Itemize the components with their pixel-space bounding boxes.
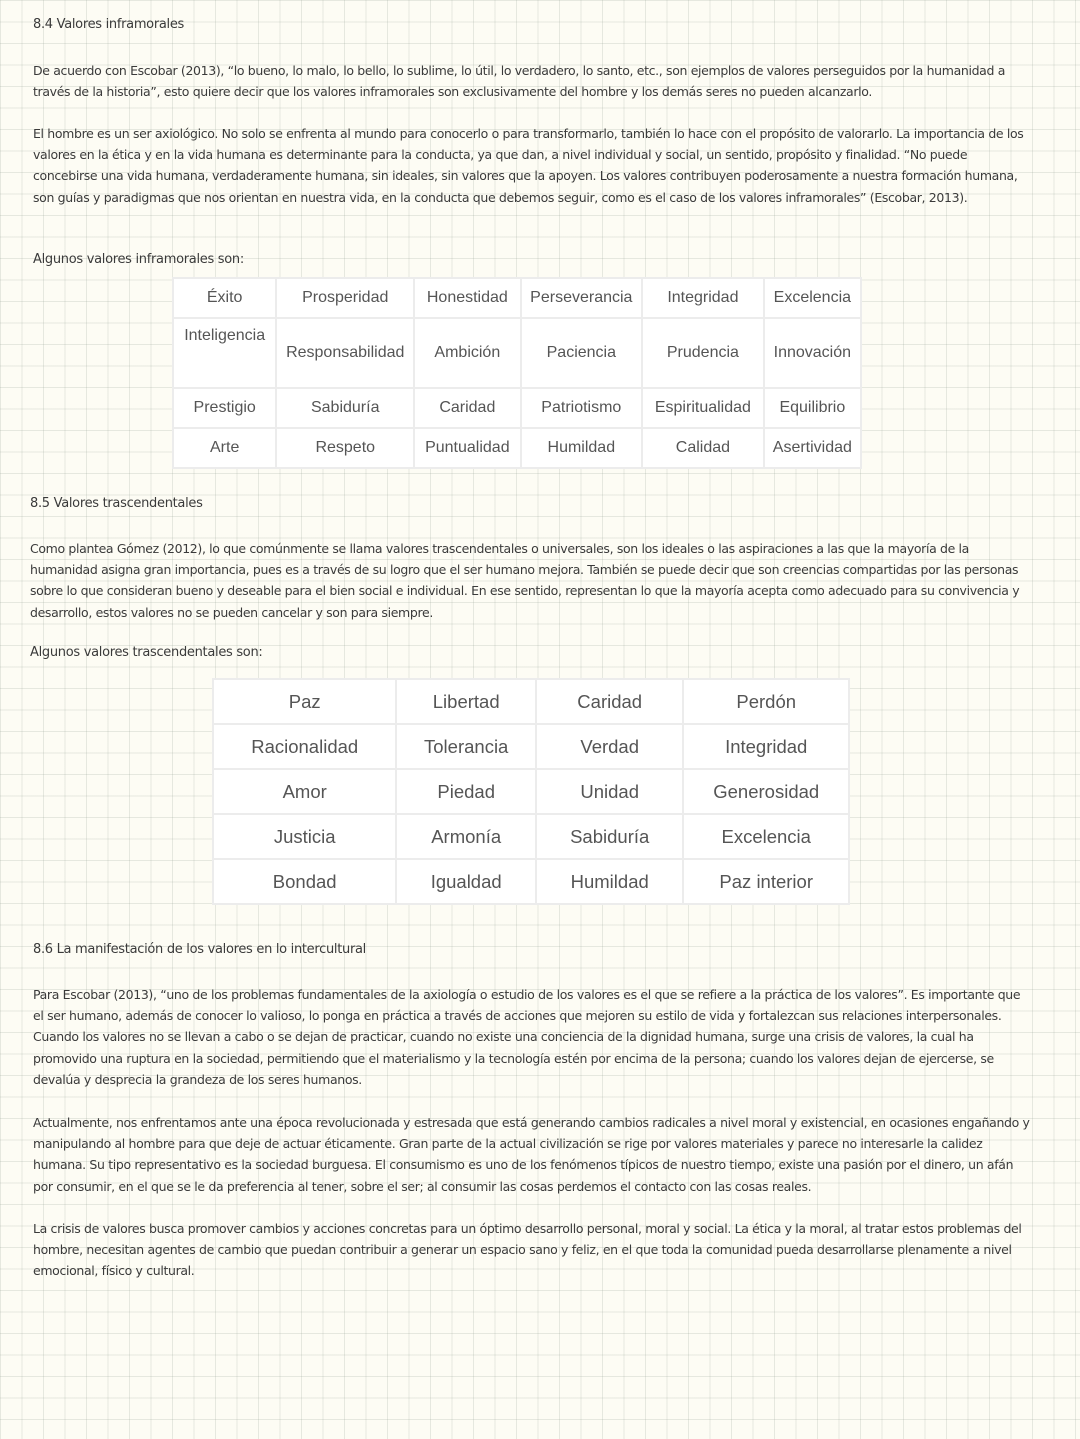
table-cell: Igualdad [396,859,536,904]
table-cell: Humildad [521,428,643,468]
section-heading-8-6: 8.6 La manifestación de los valores en lo intercultural [33,942,366,957]
section-heading-8-5: 8.5 Valores trascendentales [30,496,203,511]
table-cell: Ambición [414,318,520,388]
table-cell: Perseverancia [521,278,643,318]
table-row [173,428,861,468]
table-cell: Paciencia [521,318,643,388]
table-cell: Integridad [683,724,849,769]
table-cell: Caridad [414,388,520,428]
paragraph-8-6-1: Para Escobar (2013), “uno de los problemas fundamentales de la axiología o estudio de los valores es el que se refiere a la práctica de los valores”. Es importante que el ser humano, además de conocer lo valioso, lo ponga en práctica a través de acciones que mejoren su estilo de vida y fortalezcan sus relaciones interpersonales. Cuando los valores no se llevan a cabo o se dejan de practicar, cuando no existe una conciencia de la dignidad humana, surge una crisis de valores, la cual ha promovido una ruptura en la sociedad, permitiendo que el materialismo y la tecnología estén por encima de la persona; cuando los valores dejan de ejercerse, se devalúa y desprecia la grandeza de los seres humanos. [33,987,1021,1087]
table-cell: Libertad [396,679,536,724]
table-cell: Innovación [764,318,861,388]
table-cell: Racionalidad [213,724,396,769]
table-cell: Inteligencia [173,318,276,388]
table-row [213,859,849,904]
table-row [213,769,849,814]
table-cell: Integridad [642,278,764,318]
list-intro-trascendentales: Algunos valores trascendentales son: [30,645,263,660]
table-cell: Sabiduría [536,814,683,859]
list-intro-inframorales: Algunos valores inframorales son: [33,252,244,267]
table-cell: Excelencia [764,278,861,318]
trascendentales-values-table [212,678,850,905]
table-cell: Espiritualidad [642,388,764,428]
table-cell: Sabiduría [276,388,414,428]
table-cell: Equilibrio [764,388,861,428]
section-heading-8-4: 8.4 Valores inframorales [33,17,185,32]
table-cell: Prudencia [642,318,764,388]
table-cell: Éxito [173,278,276,318]
table-cell: Paz [213,679,396,724]
table-cell: Justicia [213,814,396,859]
table-cell: Prestigio [173,388,276,428]
paragraph-8-6-2: Actualmente, nos enfrentamos ante una época revolucionada y estresada que está generando cambios radicales a nivel moral y existencial, en ocasiones engañando y manipulando al hombre para que deje de actuar éticamente. Gran parte de la actual civilización se rige por valores materiales y parece no interesarle la calidez humana. Su tipo representativo es la sociedad burguesa. El consumismo es uno de los fenómenos típicos de nuestro tiempo, existe una pasión por el dinero, un afán por consumir, en el que se le da preferencia al tener, sobre el ser; al consumir las cosas perdemos el contacto con las cosas reales. [33,1115,1030,1194]
table-row [173,278,861,318]
table-cell: Caridad [536,679,683,724]
table-cell: Amor [213,769,396,814]
table-cell: Puntualidad [414,428,520,468]
table-cell: Patriotismo [521,388,643,428]
paragraph-8-6-3: La crisis de valores busca promover cambios y acciones concretas para un óptimo desarrollo personal, moral y social. La ética y la moral, al tratar estos problemas del hombre, necesitan agentes de cambio que puedan contribuir a generar un espacio sano y feliz, en el que toda la comunidad pueda desarrollarse plenamente a nivel emocional, físico y cultural. [33,1221,1022,1279]
table-cell: Unidad [536,769,683,814]
table-cell: Respeto [276,428,414,468]
table-row [173,318,861,388]
inframorales-values-table [172,277,862,469]
table-cell: Piedad [396,769,536,814]
table-cell: Bondad [213,859,396,904]
table-cell: Arte [173,428,276,468]
table-cell: Humildad [536,859,683,904]
table-cell: Honestidad [414,278,520,318]
table-cell: Asertividad [764,428,861,468]
table-cell: Generosidad [683,769,849,814]
table-row [213,814,849,859]
table-row [213,724,849,769]
table-cell: Paz interior [683,859,849,904]
table-cell: Prosperidad [276,278,414,318]
table-cell: Tolerancia [396,724,536,769]
paragraph-8-4-2: El hombre es un ser axiológico. No solo se enfrenta al mundo para conocerlo o para transformarlo, también lo hace con el propósito de valorarlo. La importancia de los valores en la ética y en la vida humana es determinante para la conducta, ya que dan, a nivel individual y social, un sentido, propósito y finalidad. “No puede concebirse una vida humana, verdaderamente humana, sin ideales, sin valores que la apoyen. Los valores contribuyen poderosamente a nuestra formación humana, son guías y paradigmas que nos orientan en nuestra vida, en la conducta que debemos seguir, como es el caso de los valores inframorales” (Escobar, 2013). [33,126,1024,205]
table-row [213,679,849,724]
table-cell: Responsabilidad [276,318,414,388]
table-cell: Verdad [536,724,683,769]
table-cell: Armonía [396,814,536,859]
table-cell: Calidad [642,428,764,468]
paragraph-8-4-1: De acuerdo con Escobar (2013), “lo bueno, lo malo, lo bello, lo sublime, lo útil, lo verdadero, lo santo, etc., son ejemplos de valores perseguidos por la humanidad a través de la historia”, esto quiere decir que los valores inframorales son exclusivamente del hombre y los demás seres no pueden alcanzarlo. [33,63,1005,100]
table-row [173,388,861,428]
table-cell: Perdón [683,679,849,724]
paragraph-8-5-1: Como plantea Gómez (2012), lo que comúnmente se llama valores trascendentales o universales, son los ideales o las aspiraciones a las que la mayoría de la humanidad asigna gran importancia, pues es a través de su logro que el ser humano mejora. También se puede decir que son creencias compartidas por las personas sobre lo que consideran bueno y deseable para el bien social e individual. En ese sentido, representan lo que la mayoría acepta como adecuado para su convivencia y desarrollo, estos valores no se pueden cancelar y son para siempre. [30,541,1020,620]
table-cell: Excelencia [683,814,849,859]
